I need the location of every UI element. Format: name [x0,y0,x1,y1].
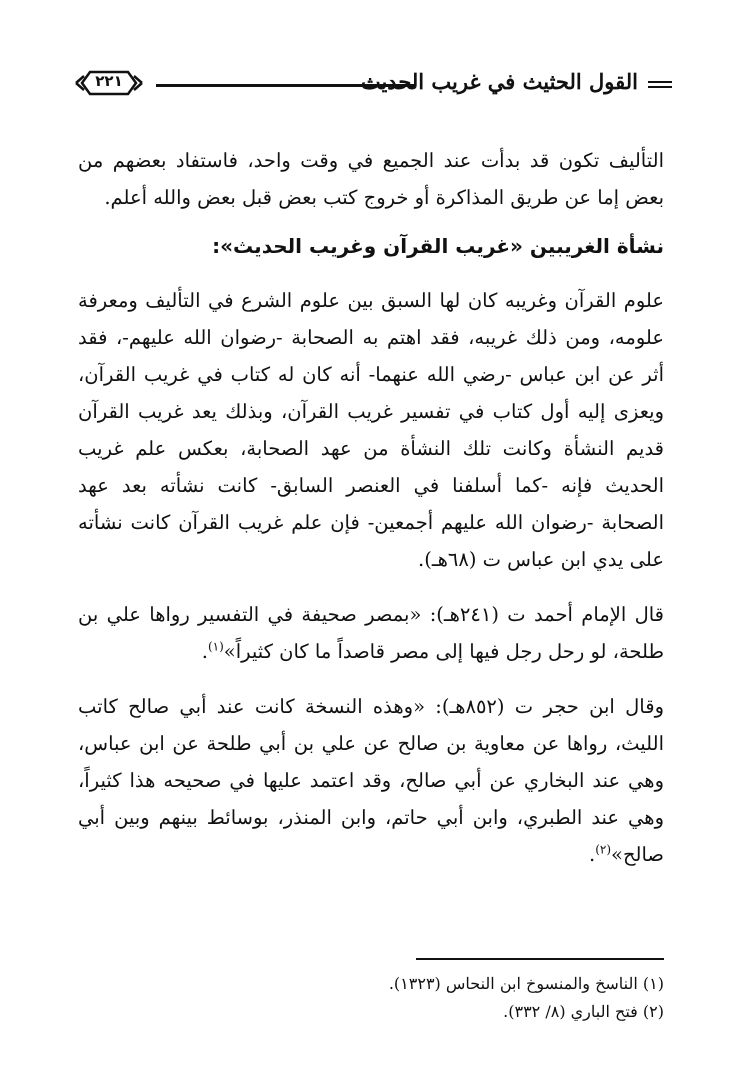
footnote-ref-2[interactable]: (٢) [595,842,612,857]
paragraph-1: التأليف تكون قد بدأت عند الجميع في وقت واحد، فاستفاد بعضهم من بعض إما عن طريق المذاكرة أو خروج كتب بعض قبل بعض والله أعلم. [78,149,664,209]
footnote-2: (٢) فتح الباري (٨/ ٣٣٢). [503,1002,664,1021]
main-text [78,142,664,873]
header-rule-ornament [648,81,672,83]
footnote-separator [416,958,664,960]
footnote-ref-1[interactable]: (١) [207,639,224,654]
footnote-1: (١) الناسخ والمنسوخ ابن النحاس (١٣٢٣). [388,974,664,993]
footnotes [78,970,664,1026]
paragraph-3-period: . [201,640,208,663]
paragraph-2: علوم القرآن وغريبه كان لها السبق بين علوم الشرع في التأليف ومعرفة علومه، ومن ذلك غريبه، فقد اهتم به الصحابة -رضوان الله عليهم-، فقد أثر عن ابن عباس -رضي الله عنهما- أنه كان له كتاب في غريب القرآن، ويعزى إليه أول كتاب في تفسير غريب القرآن، وبذلك يعد غريب القرآن قديم النشأة وكانت تلك النشأة من عهد الصحابة، بعكس علم غريب الحديث فإنه -كما أسلفنا في العنصر السابق- كانت نشأته بعد عهد الصحابة -رضوان الله عليهم أجمعين- فإن علم غريب القرآن كانت نشأته على يدي ابن عباس ت (٦٨هـ). [78,289,664,571]
running-title: القول الحثيث في غريب الحديث [360,69,638,94]
section-heading: نشأة الغريبين «غريب القرآن وغريب الحديث»: [212,234,664,258]
paragraph-3-text: قال الإمام أحمد ت (٢٤١هـ): «بمصر صحيفة في التفسير رواها علي بن طلحة، لو رحل رجل فيها إلى مصر قاصداً ما كان كثيراً» [78,603,664,663]
paragraph-4-text: وقال ابن حجر ت (٨٥٢هـ): «وهذه النسخة كانت عند أبي صالح كاتب الليث، رواها عن معاوية بن صالح عن علي بن أبي طلحة عن ابن عباس، وهي عند البخاري عن أبي صالح، وقد اعتمد عليها في صحيحه هذا كثيراً، وهي عند الطبري، وابن أبي حاتم، وابن المنذر، بوسائط بينهم وبين أبي صالح» [78,695,664,866]
paragraph-4-period: . [589,843,596,866]
paragraph-3 [78,596,664,670]
page-number: ٢٢١ [95,72,123,90]
page-header [60,60,672,108]
page-number-badge [74,68,144,98]
paragraph-4 [78,688,664,873]
